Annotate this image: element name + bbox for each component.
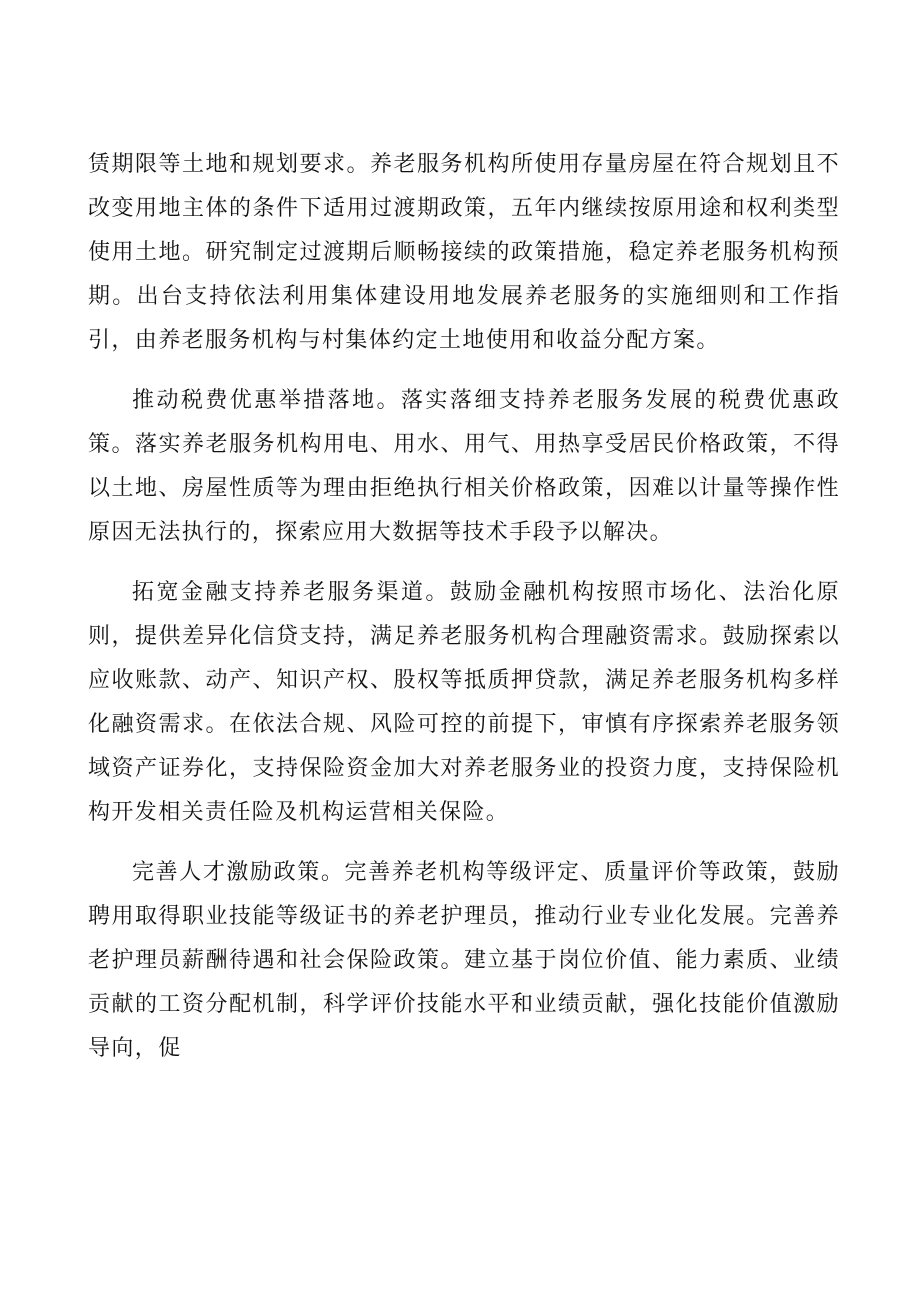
paragraph-talent-incentives: 完善人才激励政策。完善养老机构等级评定、质量评价等政策，鼓励聘用取得职业技能等级证书的养老护理员，推动行业专业化发展。完善养老护理员薪酬待遇和社会保险政策。建立基于岗位价值、能力素质、业绩贡献的工资分配机制，科学评价技能水平和业绩贡献，强化技能价值激励导向，促: [88, 860, 840, 1061]
document-body: [88, 143, 840, 1087]
paragraph-financial-support: 拓宽金融支持养老服务渠道。鼓励金融机构按照市场化、法治化原则，提供差异化信贷支持，满足养老服务机构合理融资需求。鼓励探索以应收账款、动产、知识产权、股权等抵质押贷款，满足养老服务机构多样化融资需求。在依法合规、风险可控的前提下，审慎有序探索养老服务领域资产证券化，支持保险资金加大对养老服务业的投资力度，支持保险机构开发相关责任险及机构运营相关保险。: [88, 580, 840, 825]
paragraph-land-policy-continued: 赁期限等土地和规划要求。养老服务机构所使用存量房屋在符合规划且不改变用地主体的条件下适用过渡期政策，五年内继续按原用途和权利类型使用土地。研究制定过渡期后顺畅接续的政策措施，稳定养老服务机构预期。出台支持依法利用集体建设用地发展养老服务的实施细则和工作指引，由养老服务机构与村集体约定土地使用和收益分配方案。: [88, 152, 840, 353]
paragraph-tax-incentives: 推动税费优惠举措落地。落实落细支持养老服务发展的税费优惠政策。落实养老服务机构用电、用水、用气、用热享受居民价格政策，不得以土地、房屋性质等为理由拒绝执行相关价格政策，因难以计量等操作性原因无法执行的，探索应用大数据等技术手段予以解决。: [88, 388, 840, 545]
